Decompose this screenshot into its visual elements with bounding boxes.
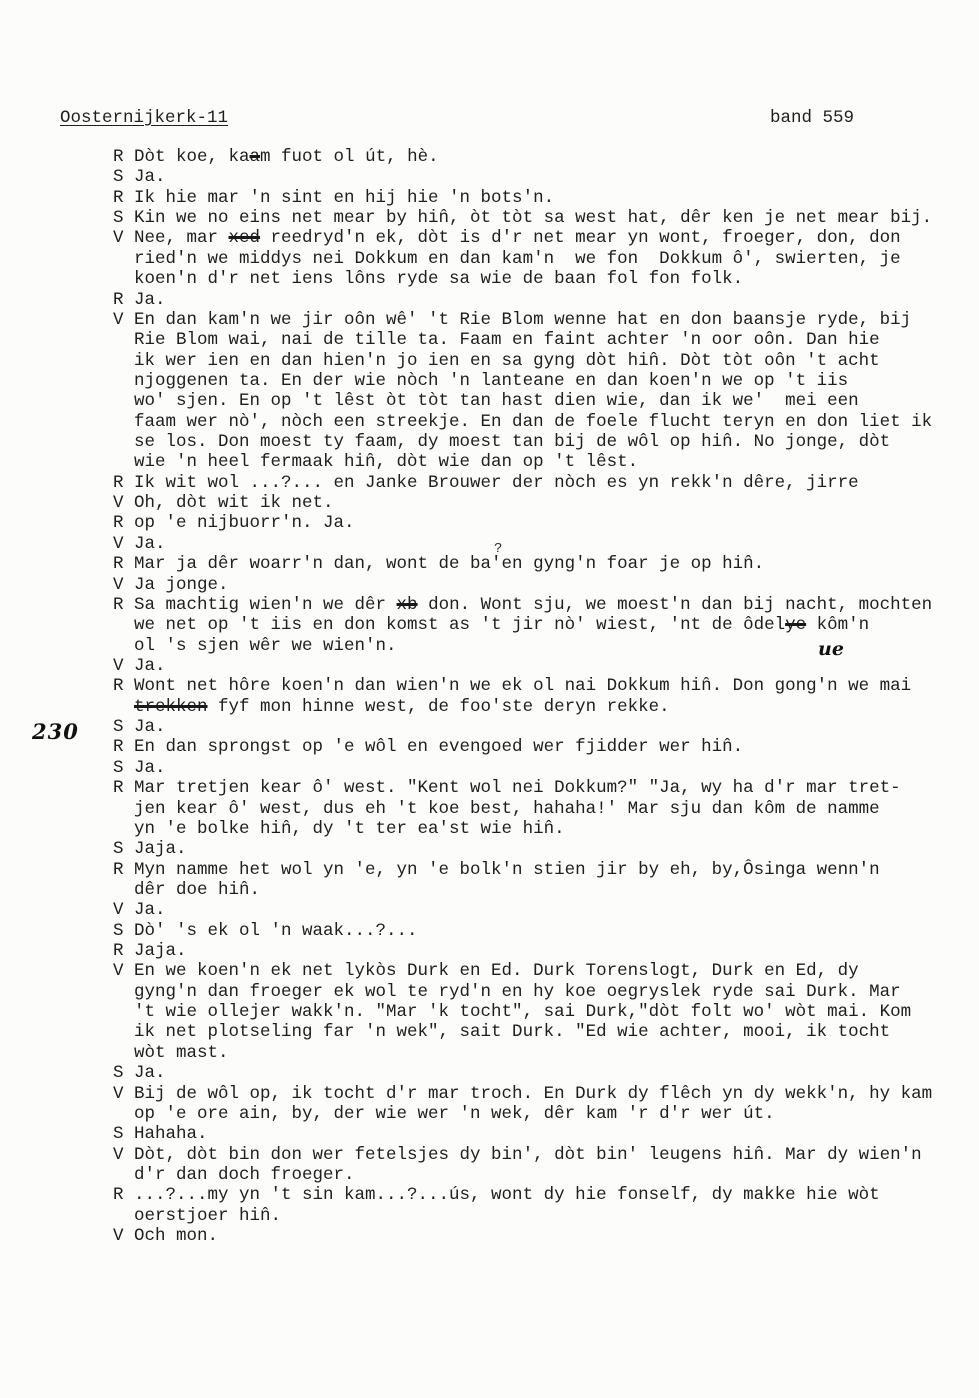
utterance-text bbox=[134, 595, 932, 615]
transcript-line bbox=[113, 615, 932, 635]
utterance-text: Mar ja dêr woarr'n dan, wont de ba'en gyng'n foar je op hin̂. bbox=[134, 554, 765, 575]
utterance-text: Bij de wôl op, ik tocht d'r mar troch. En Durk dy flêch yn dy wekk'n, hy kam bbox=[134, 1083, 933, 1104]
utterance-text: op 'e ore ain, by, der wie wer 'n wek, dêr kam 'r d'r wer út. bbox=[134, 1103, 775, 1124]
utterance-text: Och mon. bbox=[134, 1226, 219, 1247]
utterance-text: Ja. bbox=[134, 1063, 166, 1084]
speaker-label: V bbox=[113, 900, 124, 921]
utterance-text: Wont net hôre koen'n dan wien'n we ek ol nai Dokkum hin̂. Don gong'n we mai bbox=[134, 676, 912, 697]
utterance-text: gyng'n dan froeger ek wol te ryd'n en hy koe oegryslek ryde sai Durk. Mar bbox=[134, 981, 901, 1002]
transcript-line bbox=[113, 534, 932, 554]
speaker-label bbox=[113, 452, 134, 472]
speaker-label: S bbox=[113, 717, 124, 738]
utterance-text: Jaja. bbox=[134, 839, 187, 860]
utterance-text: ried'n we middys nei Dokkum en dan kam'n we fon Dokkum ô', swierten, je bbox=[134, 248, 901, 269]
handwritten-correction: ue bbox=[818, 638, 844, 660]
utterance-text: Kin we no eins net mear by hin̂, òt tòt sa west hat, dêr ken je net mear bij. bbox=[134, 208, 933, 229]
speaker-label bbox=[113, 269, 134, 289]
utterance-text: Hahaha. bbox=[134, 1124, 208, 1145]
speaker-label bbox=[113, 1043, 134, 1063]
utterance-text: En we koen'n ek net lykòs Durk en Ed. Durk Torenslogt, Durk en Ed, dy bbox=[134, 961, 859, 982]
transcript-line bbox=[113, 351, 932, 371]
document-location-heading: Oosternijkerk-11 bbox=[60, 108, 229, 128]
transcript-line bbox=[113, 228, 932, 248]
speaker-label: R bbox=[113, 472, 124, 493]
speaker-label bbox=[113, 982, 134, 1002]
speaker-label: S bbox=[113, 167, 124, 188]
transcript-line bbox=[113, 758, 932, 778]
speaker-label bbox=[113, 1104, 134, 1124]
utterance-text: En dan kam'n we jir oôn wê' 't Rie Blom wenne hat en don baansje ryde, bij bbox=[134, 309, 912, 330]
speaker-label: R bbox=[113, 941, 124, 962]
utterance-text: 't wie ollejer wakk'n. "Mar 'k tocht", sai Durk,"dòt folt wo' wòt mai. Kom bbox=[134, 1002, 912, 1023]
speaker-label bbox=[113, 615, 134, 635]
utterance-text: Ja. bbox=[134, 900, 166, 921]
utterance-text: Ja. bbox=[134, 289, 166, 310]
text-segment: Dòt koe, ka bbox=[134, 147, 250, 167]
speaker-label: R bbox=[113, 1185, 124, 1206]
speaker-label bbox=[113, 1165, 134, 1185]
speaker-label bbox=[113, 819, 134, 839]
transcript-line bbox=[113, 860, 932, 880]
utterance-text bbox=[134, 615, 869, 635]
utterance-text: Myn namme het wol yn 'e, yn 'e bolk'n stien jir by eh, by,Ôsinga wenn'n bbox=[134, 859, 880, 880]
utterance-text: ol 's sjen wêr we wien'n. bbox=[134, 635, 397, 656]
utterance-text: wòt mast. bbox=[134, 1042, 229, 1063]
transcript-line bbox=[113, 1145, 932, 1165]
speaker-label: R bbox=[113, 147, 124, 167]
transcript-line bbox=[113, 330, 932, 350]
utterance-text bbox=[134, 228, 901, 248]
speaker-label: V bbox=[113, 961, 124, 982]
utterance-text bbox=[134, 697, 670, 717]
speaker-label bbox=[113, 351, 134, 371]
transcript-line bbox=[113, 941, 932, 961]
margin-counter-note: 230 bbox=[32, 719, 79, 744]
transcript-line bbox=[113, 880, 932, 900]
utterance-text: oerstjoer hin̂. bbox=[134, 1205, 282, 1226]
text-segment: fyf mon hinne west, de foo'ste deryn rekke. bbox=[207, 696, 670, 717]
transcript-line bbox=[113, 310, 932, 330]
transcript-line bbox=[113, 575, 932, 595]
speaker-label bbox=[113, 371, 134, 391]
speaker-label bbox=[113, 330, 134, 350]
utterance-text: dêr doe hin̂. bbox=[134, 879, 261, 900]
speaker-label bbox=[113, 799, 134, 819]
speaker-label: S bbox=[113, 208, 124, 229]
speaker-label bbox=[113, 249, 134, 269]
transcript-body bbox=[113, 147, 932, 1246]
text-segment: kôm'n bbox=[806, 615, 870, 636]
transcript-line bbox=[113, 412, 932, 432]
transcript-line bbox=[113, 697, 932, 717]
speaker-label bbox=[113, 412, 134, 432]
utterance-text: yn 'e bolke hin̂, dy 't ter ea'st wie hin̂. bbox=[134, 818, 565, 839]
transcript-line bbox=[113, 839, 932, 859]
transcript-line bbox=[113, 147, 932, 167]
utterance-text: Mar tretjen kear ô' west. "Kent wol nei Dokkum?" "Ja, wy ha d'r mar tret- bbox=[134, 778, 901, 799]
utterance-text: njoggenen ta. En der wie nòch 'n lanteane en dan koen'n we op 't iis bbox=[134, 370, 849, 391]
speaker-label: R bbox=[113, 676, 124, 697]
speaker-label bbox=[113, 697, 134, 717]
transcript-line bbox=[113, 493, 932, 513]
utterance-text: op 'e nijbuorr'n. Ja. bbox=[134, 513, 355, 534]
utterance-text: Ja jonge. bbox=[134, 574, 229, 595]
transcript-line bbox=[113, 432, 932, 452]
transcript-line bbox=[113, 188, 932, 208]
transcript-line bbox=[113, 1043, 932, 1063]
speaker-label: S bbox=[113, 1124, 124, 1145]
speaker-label: V bbox=[113, 533, 124, 554]
speaker-label: V bbox=[113, 655, 124, 676]
utterance-text: Rie Blom wai, nai de tille ta. Faam en faint achter 'n oor oôn. Dan hie bbox=[134, 330, 880, 351]
struck-out-text: xed bbox=[228, 228, 261, 249]
text-segment: we net op 't iis en don komst as 't jir nò' wiest, 'nt de ôdel bbox=[134, 615, 786, 636]
speaker-label: R bbox=[113, 289, 124, 310]
utterance-text: Dò' 's ek ol 'n waak...?... bbox=[134, 920, 418, 941]
speaker-label: R bbox=[113, 737, 124, 758]
utterance-text: d'r dan doch froeger. bbox=[134, 1164, 355, 1185]
speaker-label bbox=[113, 432, 134, 452]
text-segment: Nee, mar bbox=[134, 228, 229, 249]
speaker-label bbox=[113, 1002, 134, 1022]
speaker-label bbox=[113, 1206, 134, 1226]
struck-out-text: a bbox=[249, 147, 261, 167]
transcript-line bbox=[113, 717, 932, 737]
transcript-line bbox=[113, 961, 932, 981]
transcript-line bbox=[113, 656, 932, 676]
utterance-text: Ja. bbox=[134, 533, 166, 554]
transcript-line bbox=[113, 1185, 932, 1205]
transcript-line bbox=[113, 1226, 932, 1246]
speaker-label: R bbox=[113, 187, 124, 208]
transcript-line bbox=[113, 1084, 932, 1104]
struck-out-text: ye bbox=[785, 615, 807, 636]
transcript-line bbox=[113, 452, 932, 472]
struck-out-text: trekken bbox=[134, 696, 208, 717]
transcript-line bbox=[113, 1063, 932, 1083]
transcript-line bbox=[113, 208, 932, 228]
utterance-text: Dòt, dòt bin don wer fetelsjes dy bin', dòt bin' leugens hin̂. Mar dy wien'n bbox=[134, 1144, 922, 1165]
speaker-label: R bbox=[113, 554, 124, 575]
transcript-line bbox=[113, 819, 932, 839]
text-segment: Sa machtig wien'n we dêr bbox=[134, 594, 397, 615]
text-segment: m fuot ol út, hè. bbox=[260, 147, 439, 167]
speaker-label bbox=[113, 636, 134, 656]
struck-out-text: xb bbox=[396, 594, 418, 615]
transcript-line bbox=[113, 249, 932, 269]
transcript-line bbox=[113, 636, 932, 656]
utterance-text: Ja. bbox=[134, 757, 166, 778]
utterance-text: Ja. bbox=[134, 167, 166, 188]
utterance-text: Ik hie mar 'n sint en hij hie 'n bots'n. bbox=[134, 187, 555, 208]
speaker-label: V bbox=[113, 574, 124, 595]
speaker-label: V bbox=[113, 493, 124, 514]
transcript-line bbox=[113, 473, 932, 493]
transcript-line bbox=[113, 1124, 932, 1144]
utterance-text: jen kear ô' west, dus eh 't koe best, hahaha!' Mar sju dan kôm de namme bbox=[134, 798, 880, 819]
transcript-line bbox=[113, 371, 932, 391]
transcript-line bbox=[113, 269, 932, 289]
transcript-line bbox=[113, 1104, 932, 1124]
speaker-label: V bbox=[113, 1083, 124, 1104]
transcript-line bbox=[113, 1002, 932, 1022]
utterance-text: se los. Don moest ty faam, dy moest tan bij de wôl op hin̂. No jonge, dòt bbox=[134, 432, 891, 453]
text-segment: don. Wont sju, we moest'n dan bij nacht, mochten bbox=[417, 594, 933, 615]
speaker-label bbox=[113, 391, 134, 411]
speaker-label: S bbox=[113, 1063, 124, 1084]
utterance-text: En dan sprongst op 'e wôl en evengoed wer fjidder wer hin̂. bbox=[134, 737, 744, 758]
transcript-line bbox=[113, 1022, 932, 1042]
speaker-label: R bbox=[113, 594, 124, 615]
transcript-line bbox=[113, 1206, 932, 1226]
query-mark: ? bbox=[494, 541, 503, 557]
utterance-text: ...?...my yn 't sin kam...?...ús, wont dy hie fonself, dy makke hie wòt bbox=[134, 1185, 880, 1206]
utterance-text: wie 'n heel fermaak hin̂, dòt wie dan op 't lêst. bbox=[134, 452, 639, 473]
speaker-label: V bbox=[113, 309, 124, 330]
utterance-text: ik net plotseling far 'n wek", sait Durk. "Ed wie achter, mooi, ik tocht bbox=[134, 1022, 891, 1043]
utterance-text: Jaja. bbox=[134, 941, 187, 962]
utterance-text: wo' sjen. En op 't lêst òt tòt tan hast dien wie, dan ik we' mei een bbox=[134, 391, 859, 412]
speaker-label: R bbox=[113, 778, 124, 799]
speaker-label: S bbox=[113, 839, 124, 860]
transcript-line bbox=[113, 799, 932, 819]
transcript-line bbox=[113, 1165, 932, 1185]
transcript-line bbox=[113, 391, 932, 411]
speaker-label: S bbox=[113, 757, 124, 778]
speaker-label: V bbox=[113, 1144, 124, 1165]
text-segment: reedryd'n ek, dòt is d'r net mear yn wont, froeger, don, don bbox=[260, 228, 901, 249]
transcript-line bbox=[113, 737, 932, 757]
speaker-label: V bbox=[113, 228, 124, 249]
utterance-text bbox=[134, 147, 439, 167]
transcript-line bbox=[113, 982, 932, 1002]
utterance-text: koen'n d'r net iens lôns ryde sa wie de baan fol fon folk. bbox=[134, 269, 744, 290]
utterance-text: ik wer ien en dan hien'n jo ien en sa gyng dòt hin̂. Dòt tòt oôn 't acht bbox=[134, 350, 880, 371]
transcript-line bbox=[113, 595, 932, 615]
speaker-label bbox=[113, 880, 134, 900]
utterance-text: faam wer nò', nòch een streekje. En dan de foele flucht teryn en don liet ik bbox=[134, 411, 933, 432]
utterance-text: Oh, dòt wit ik net. bbox=[134, 493, 334, 514]
utterance-text: Ja. bbox=[134, 655, 166, 676]
transcript-line bbox=[113, 900, 932, 920]
transcript-line bbox=[113, 554, 932, 574]
transcript-line bbox=[113, 513, 932, 533]
transcript-line bbox=[113, 290, 932, 310]
transcript-line bbox=[113, 921, 932, 941]
speaker-label: R bbox=[113, 859, 124, 880]
speaker-label: R bbox=[113, 513, 124, 534]
tape-number-label: band 559 bbox=[770, 108, 855, 128]
speaker-label: V bbox=[113, 1226, 124, 1247]
transcript-line bbox=[113, 778, 932, 798]
speaker-label: S bbox=[113, 920, 124, 941]
utterance-text: Ik wit wol ...?... en Janke Brouwer der nòch es yn rekk'n dêre, jirre bbox=[134, 472, 859, 493]
utterance-text: Ja. bbox=[134, 717, 166, 738]
transcript-line bbox=[113, 167, 932, 187]
speaker-label bbox=[113, 1022, 134, 1042]
transcript-line bbox=[113, 676, 932, 696]
